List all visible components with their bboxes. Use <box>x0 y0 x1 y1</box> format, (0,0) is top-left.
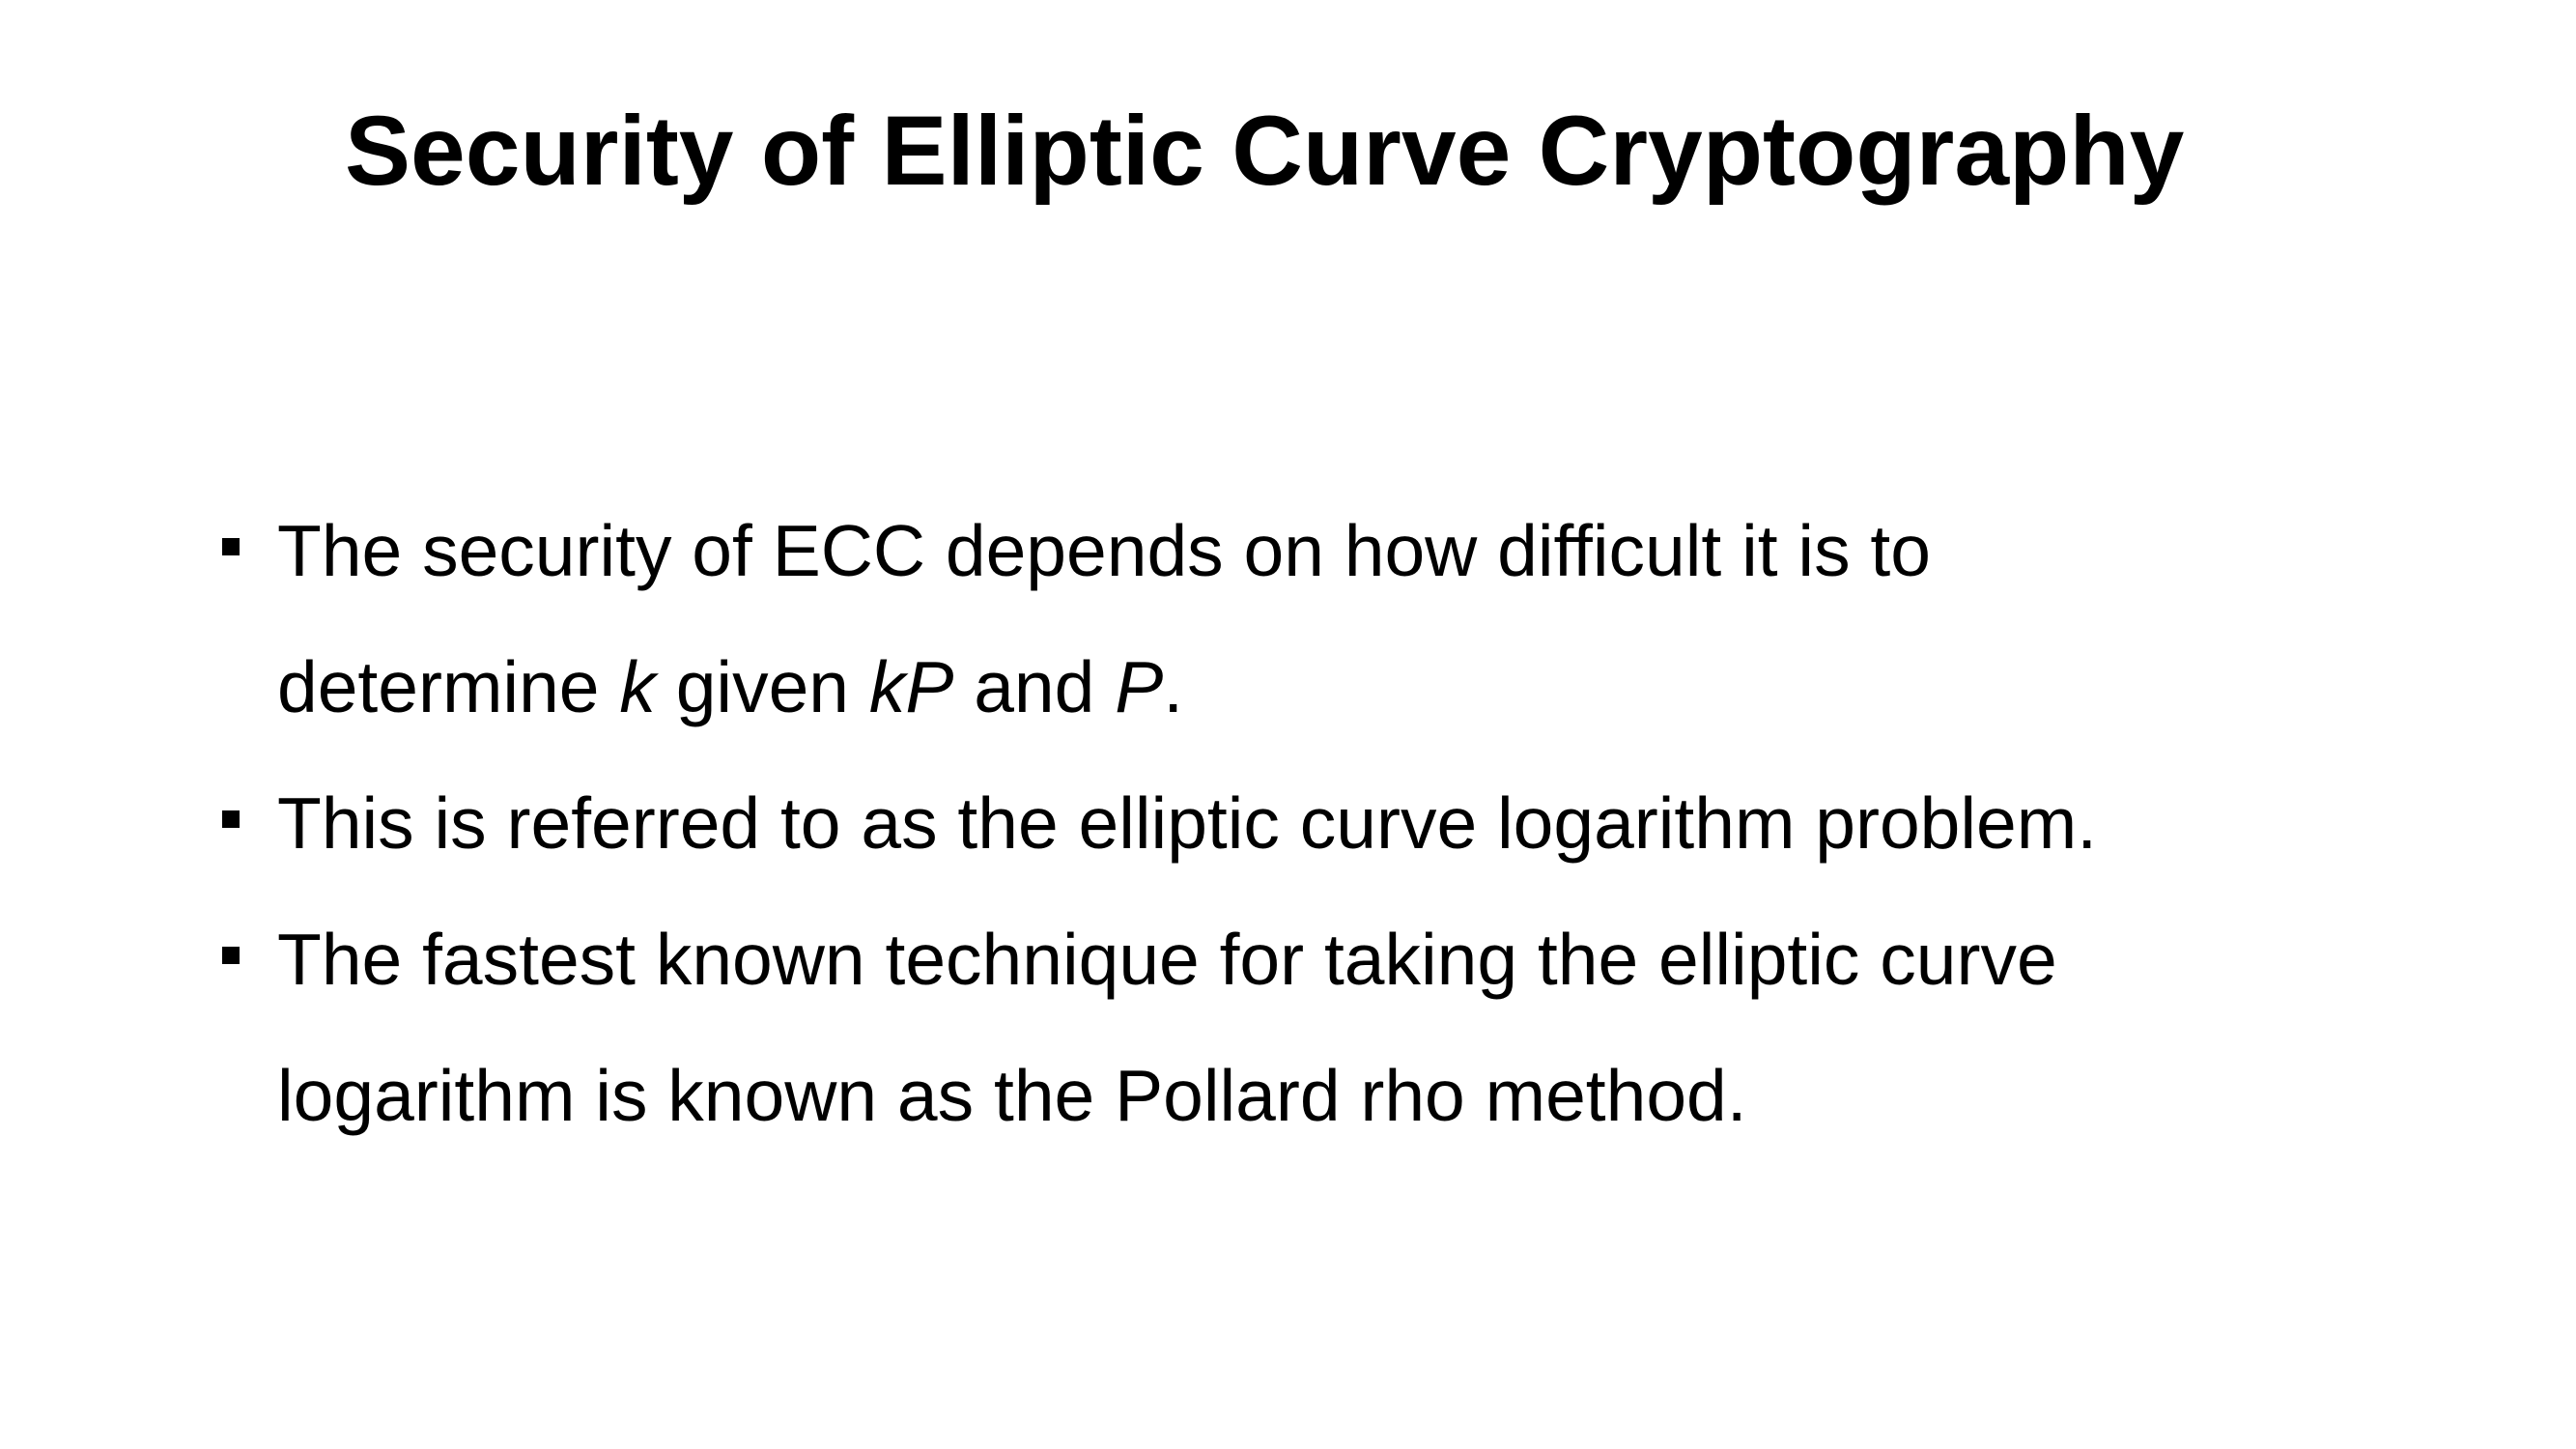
bullet-item <box>222 483 2250 755</box>
bullet-list <box>222 483 2250 1164</box>
bullet-line: logarithm is known as the Pollard rho method. <box>277 1055 1747 1136</box>
bullet-line: This is referred to as the elliptic curve logarithm problem. <box>277 782 2098 864</box>
variable-kp: kP <box>868 646 954 727</box>
square-bullet-icon <box>222 947 240 964</box>
bullet-line: The fastest known technique for taking the elliptic curve <box>277 919 2057 1000</box>
variable-k: k <box>619 646 656 727</box>
square-bullet-icon <box>222 810 240 828</box>
bullet-item <box>222 755 2250 892</box>
bullet-line: The security of ECC depends on how difficult it is to <box>277 510 1931 591</box>
variable-p: P <box>1115 646 1164 727</box>
bullet-item <box>222 892 2250 1164</box>
text-run: . <box>1163 646 1184 727</box>
text-run: given <box>655 646 869 727</box>
square-bullet-icon <box>222 538 240 555</box>
text-run: determine <box>277 646 620 727</box>
slide-title: Security of Elliptic Curve Cryptography <box>345 96 2185 206</box>
text-run: and <box>953 646 1116 727</box>
bullet-line <box>277 619 2250 755</box>
